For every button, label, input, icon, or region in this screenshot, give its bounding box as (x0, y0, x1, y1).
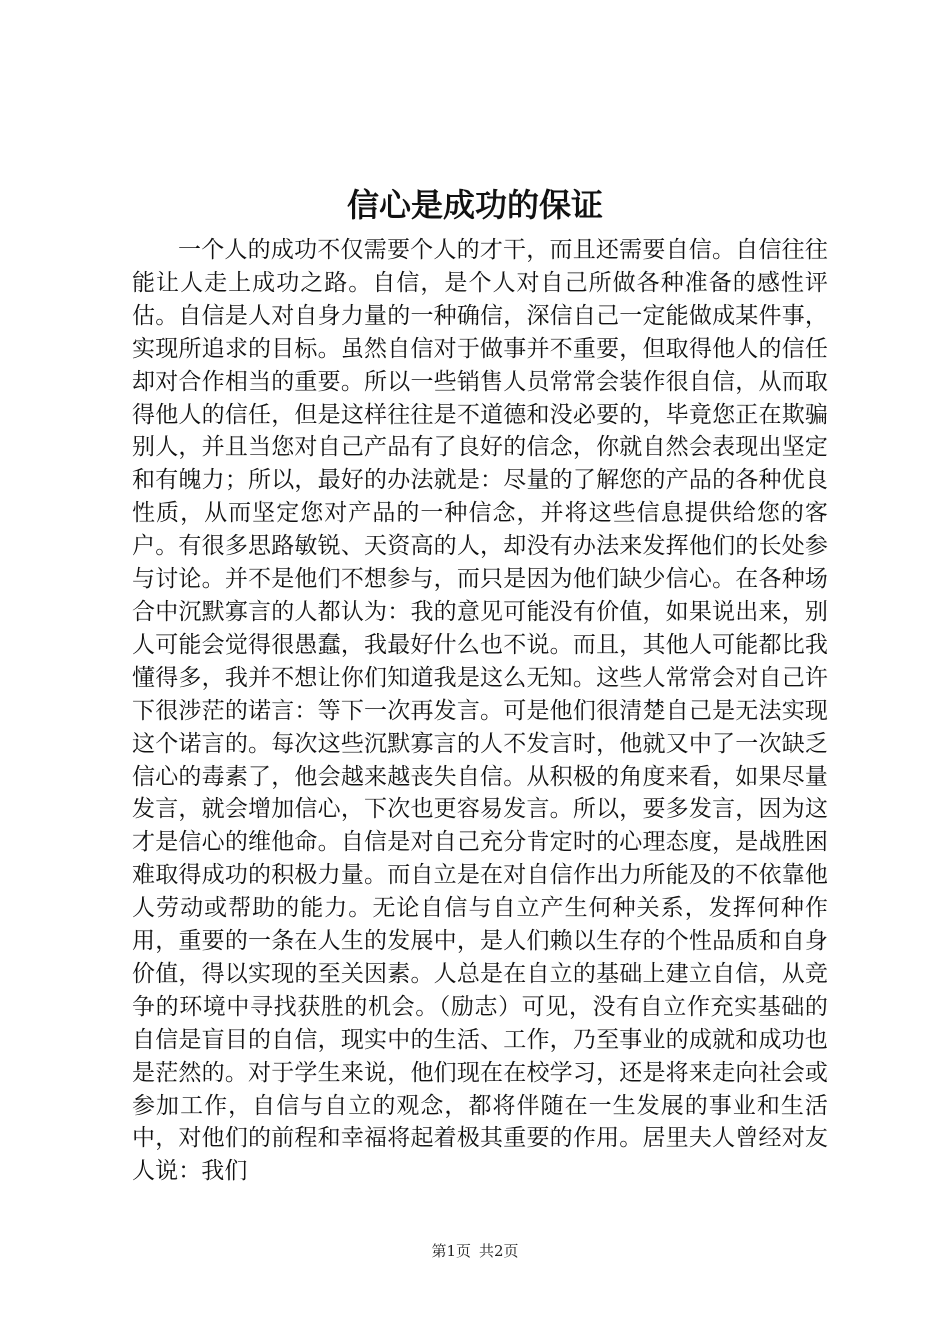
document-title: 信心是成功的保证 (346, 186, 603, 224)
body-paragraph: 一个人的成功不仅需要个人的才干，而且还需要自信。自信往往能让人走上成功之路。自信，是个人对自己所做各种准备的感性评估。自信是人对自身力量的一种确信，深信自己一定能做成某件事，实现所追求的目标。虽然自信对于做事并不重要，但取得他人的信任却对合作相当的重要。所以一些销售人员常常会装作很自信，从而取得他人的信任，但是这样往往是不道德和没必要的，毕竟您正在欺骗别人，并且当您对自己产品有了良好的信念，你就自然会表现出坚定和有魄力；所以，最好的办法就是：尽量的了解您的产品的各种优良性质，从而坚定您对产品的一种信念，并将这些信息提供给您的客户。有很多思路敏锐、天资高的人，却没有办法来发挥他们的长处参与讨论。并不是他们不想参与，而只是因为他们缺少信心。在各种场合中沉默寡言的人都认为：我的意见可能没有价值，如果说出来，别人可能会觉得很愚蠢，我最好什么也不说。而且，其他人可能都比我懂得多，我并不想让你们知道我是这么无知。这些人常常会对自己许下很涉茫的诺言：等下一次再发言。可是他们很清楚自己是无法实现这个诺言的。每次这些沉默寡言的人不发言时，他就又中了一次缺乏信心的毒素了，他会越来越丧失自信。从积极的角度来看，如果尽量发言，就会增加信心，下次也更容易发言。所以，要多发言，因为这才是信心的维他命。自信是对自己充分肯定时的心理态度，是战胜困难取得成功的积极力量。而自立是在对自信作出力所能及的不依靠他人劳动或帮助的能力。无论自信与自立产生何种关系，发挥何种作用，重要的一条在人生的发展中，是人们赖以生存的个性品质和自身价值，得以实现的至关因素。人总是在自立的基础上建立自信，从竞争的环境中寻找获胜的机会。（励志）可见，没有自立作充实基础的自信是盲目的自信，现实中的生活、工作，乃至事业的成就和成功也是茫然的。对于学生来说，他们现在在校学习，还是将来走向社会或参加工作，自信与自立的观念，都将伴随在一生发展的事业和生活中，对他们的前程和幸福将起着极其重要的作用。居里夫人曾经对友人说：我们 (132, 237, 828, 1185)
page-footer (0, 1240, 950, 1262)
page-number: 第1页 (431, 1242, 471, 1260)
page-total: 共2页 (479, 1242, 519, 1260)
